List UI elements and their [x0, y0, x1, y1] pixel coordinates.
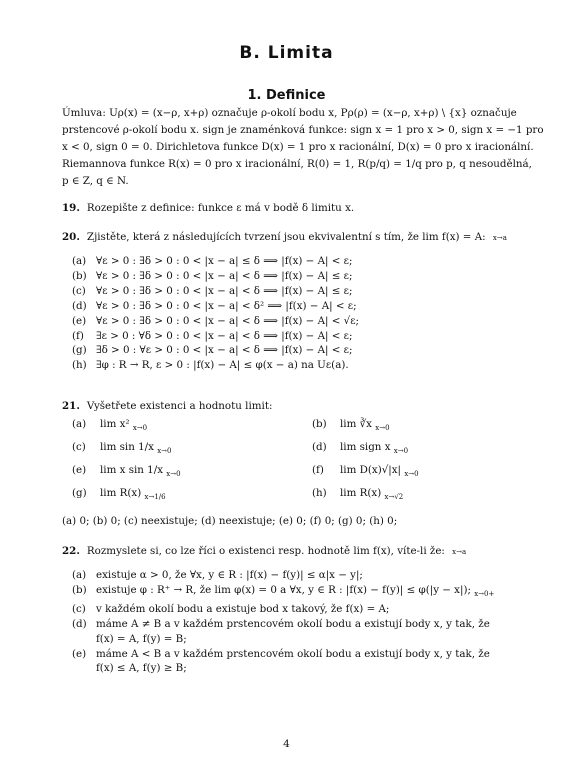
item-label: (h) [312, 487, 327, 499]
statement-item [72, 254, 359, 269]
umluva-line: Riemannova funkce R(x) = 0 pro x iracionální, R(0) = 1, R(p/q) = 1/q pro p, q nesoudělná, [62, 158, 532, 170]
item-label: (d) [72, 299, 87, 312]
statement-item [72, 343, 359, 358]
item-text: ∃δ > 0 : ∀ε > 0 : 0 < |x − a| < δ ⟹ |f(x) − A| < ε; [96, 344, 353, 357]
item-label: (d) [312, 441, 327, 453]
item-label: (b) [312, 418, 327, 430]
item-label: (a) [72, 255, 87, 267]
limit-subscript: x→0 [132, 424, 148, 433]
item-label: (a) [72, 418, 87, 430]
statement-item [72, 299, 359, 314]
exercise-21-grid [72, 418, 512, 510]
limit-item [312, 487, 403, 501]
item-text: lim R(x) [100, 487, 142, 499]
item-label: (b) [72, 269, 87, 282]
limit-item [312, 464, 419, 478]
item-label: (d) [72, 617, 87, 630]
umluva-line: x < 0, sign 0 = 0. Dirichletova funkce D(x) = 1 pro x racionální, D(x) = 0 pro x iracionální. [62, 141, 534, 153]
limit-subscript: x→√2 [384, 493, 404, 502]
umluva-line: Úmluva: Uρ(x) = (x−ρ, x+ρ) označuje ρ-okolí bodu x, Pρ(ρ) = (x−ρ, x+ρ) \ {x} označuje [62, 107, 517, 119]
item-text: ∃φ : R → R, ε > 0 : |f(x) − A| ≤ φ(x − a) na Uε(a). [96, 359, 349, 372]
exercise-20-items [72, 254, 359, 373]
item-text: ∀ε > 0 : ∃δ > 0 : 0 < |x − a| ≤ δ ⟹ |f(x) − A| < ε; [96, 255, 353, 267]
item-text: f(x) = A, f(y) = B; [96, 632, 187, 645]
item-text: ∀ε > 0 : ∃δ > 0 : 0 < |x − a| < δ ⟹ |f(x) − A| < √ε; [96, 314, 360, 327]
item-text: lim x² [100, 418, 130, 430]
item-label: (c) [72, 441, 86, 453]
limit-subscript: x→a [452, 548, 467, 556]
item-text: máme A ≠ B a v každém prstencovém okolí bodu a existují body x, y tak, že [96, 617, 490, 630]
exercise-text: Rozepište z definice: funkce ε má v bodě δ limitu x. [86, 202, 355, 214]
chapter-title: B. Limita [239, 43, 334, 63]
exercise-20 [62, 229, 522, 247]
exercise-number: 21. [62, 400, 80, 412]
exercise-text: Rozmyslete si, co lze říci o existenci resp. hodnotě lim f(x), víte-li že: [86, 545, 445, 557]
limit-subscript: x→a [492, 234, 507, 242]
item-label: (f) [312, 464, 324, 476]
exercise-21-answer [62, 513, 522, 530]
item-text: ∃ε > 0 : ∀δ > 0 : 0 < |x − a| < δ ⟹ |f(x) − A| < ε; [96, 329, 353, 342]
statement-item [72, 269, 359, 284]
item-text: lim D(x)√|x| [340, 464, 402, 476]
item-text: existuje φ : R⁺ → R, že lim φ(x) = 0 a ∀x, y ∈ R : |f(x) − f(y)| ≤ φ(|y − x|); [96, 583, 471, 596]
exercise-number: 22. [62, 545, 80, 557]
limit-item [72, 418, 147, 432]
limit-subscript: x→0+ [474, 589, 495, 598]
statement-item [72, 284, 359, 299]
limit-subscript: x→0 [157, 447, 172, 456]
condition-item [72, 647, 512, 662]
item-text: ∀ε > 0 : ∃δ > 0 : 0 < |x − a| < δ ⟹ |f(x) − A| ≤ ε; [96, 269, 353, 282]
item-text: f(x) ≤ A, f(y) ≥ B; [96, 662, 187, 675]
item-text: lim sign x [340, 441, 391, 453]
item-text: lim ∛x [340, 418, 372, 430]
condition-item [72, 602, 512, 617]
exercise-21 [62, 398, 522, 415]
limit-subscript: x→1/6 [144, 493, 166, 502]
condition-item [72, 583, 512, 602]
umluva-line: prstencové ρ-okolí bodu x. sign je znaménková funkce: sign x = 1 pro x > 0, sign x = −1 pro [62, 124, 544, 136]
item-label: (a) [72, 569, 87, 581]
exercise-text: Zjistěte, která z následujících tvrzení jsou ekvivalentní s tím, že lim f(x) = A: [86, 231, 486, 243]
item-text: existuje α > 0, že ∀x, y ∈ R : |f(x) − f(y)| ≤ α|x − y|; [96, 569, 363, 581]
exercise-number: 19. [62, 202, 80, 214]
item-text: lim x sin 1/x [100, 464, 164, 476]
statement-item [72, 358, 359, 373]
item-text: v každém okolí bodu a existuje bod x takový, že f(x) = A; [96, 602, 390, 615]
limit-subscript: x→0 [166, 470, 181, 479]
exercise-22-items [72, 568, 512, 676]
exercise-22 [62, 543, 522, 561]
exercise-19 [62, 200, 522, 217]
item-label: (f) [72, 329, 84, 342]
answer-text: (a) 0; (b) 0; (c) neexistuje; (d) neexistuje; (e) 0; (f) 0; (g) 0; (h) 0; [62, 515, 398, 527]
item-text: lim sin 1/x [100, 441, 154, 453]
item-label: (e) [72, 647, 87, 660]
exercise-number: 20. [62, 231, 80, 243]
item-text: ∀ε > 0 : ∃δ > 0 : 0 < |x − a| < δ² ⟹ |f(x) − A| < ε; [96, 299, 357, 312]
limit-subscript: x→0 [393, 447, 409, 456]
limit-item [312, 441, 408, 455]
exercise-text: Vyšetřete existenci a hodnotu limit: [86, 400, 273, 412]
statement-item [72, 329, 359, 344]
item-label: (c) [72, 602, 86, 615]
umluva-paragraph [62, 105, 544, 190]
item-label: (b) [72, 583, 87, 596]
item-text: máme A < B a v každém prstencovém okolí bodu a existují body x, y tak, že [96, 647, 490, 660]
item-label: (h) [72, 359, 87, 372]
item-text: ∀ε > 0 : ∃δ > 0 : 0 < |x − a| < δ ⟹ |f(x) − A| ≤ ε; [96, 284, 353, 297]
condition-item [72, 617, 512, 632]
statement-item [72, 314, 359, 329]
section-title: 1. Definice [247, 88, 326, 103]
item-label: (g) [72, 344, 87, 357]
condition-item-continued [72, 632, 512, 647]
item-label: (g) [72, 487, 87, 499]
item-text: lim R(x) [340, 487, 382, 499]
umluva-line: p ∈ Z, q ∈ N. [62, 175, 129, 187]
item-label: (e) [72, 314, 87, 327]
limit-item [72, 487, 166, 501]
limit-subscript: x→0 [404, 470, 419, 479]
condition-item [72, 568, 512, 583]
item-label: (c) [72, 284, 86, 297]
limit-item [72, 441, 172, 455]
page-number: 4 [283, 738, 290, 750]
limit-subscript: x→0 [375, 424, 390, 433]
condition-item-continued [72, 661, 512, 676]
item-label: (e) [72, 464, 87, 476]
limit-item [72, 464, 181, 478]
limit-item [312, 418, 390, 432]
